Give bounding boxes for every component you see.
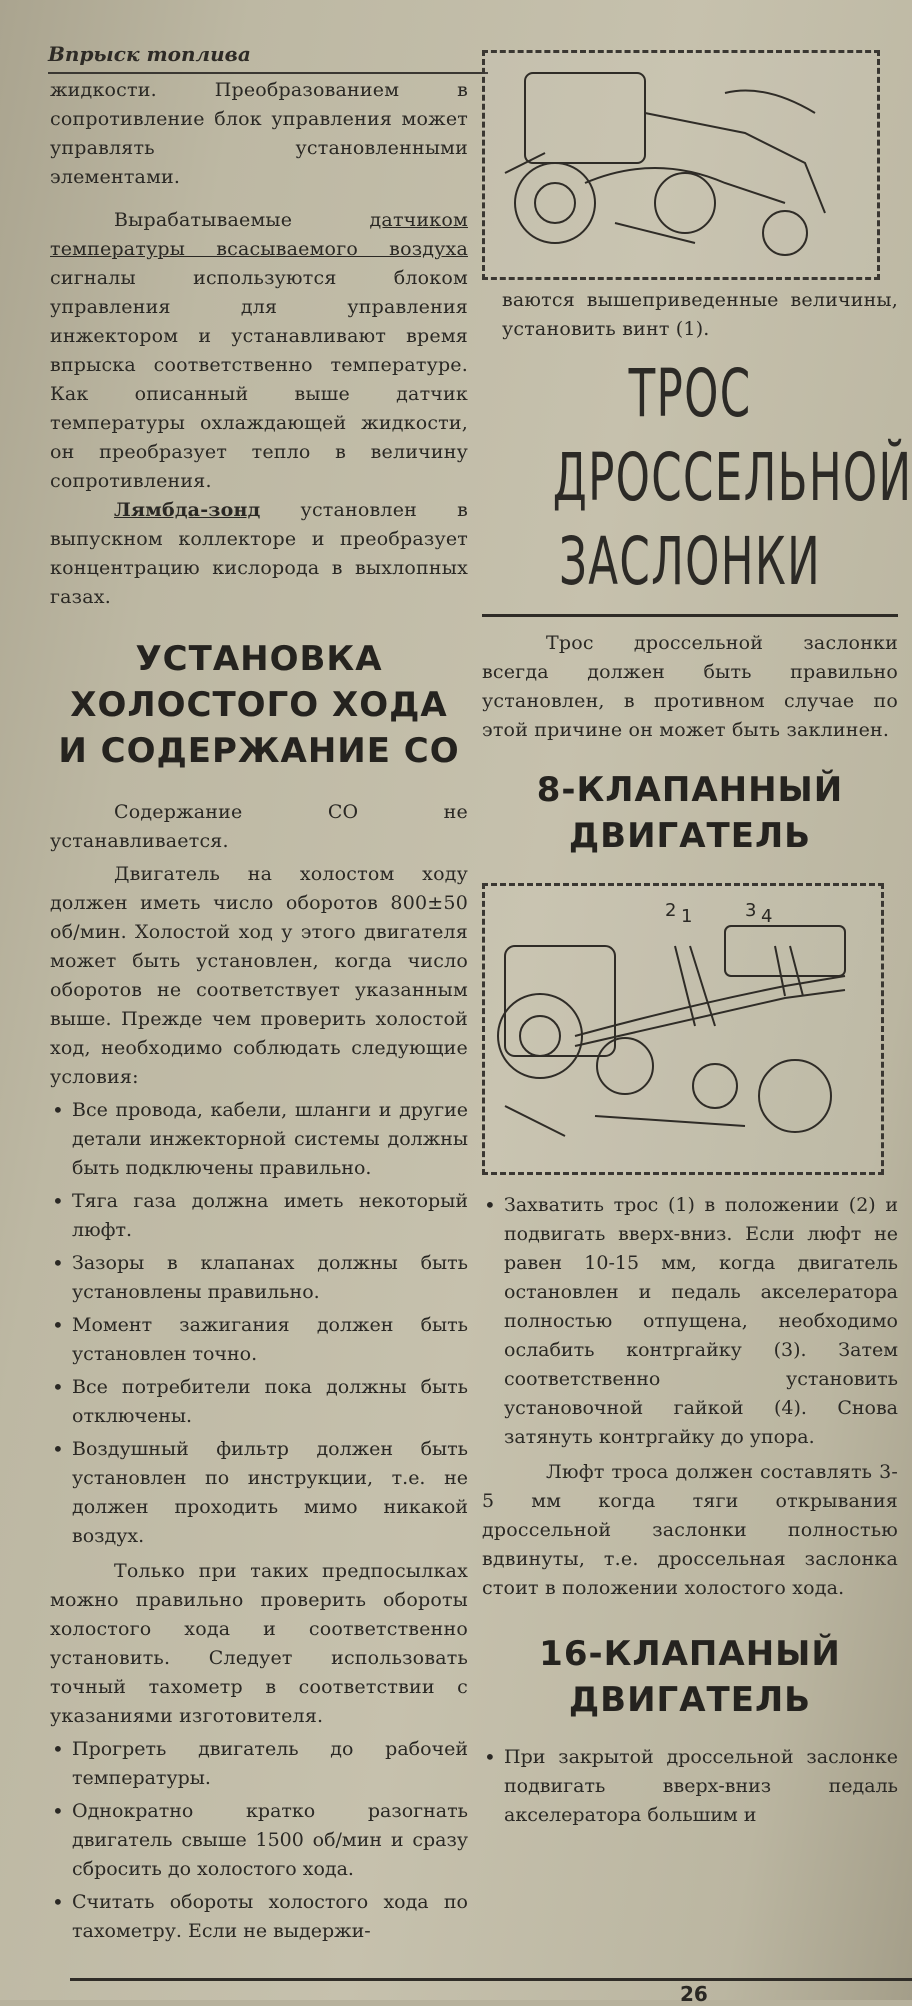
left-column xyxy=(50,76,468,1950)
engine-drawing-icon xyxy=(485,53,877,277)
text-run: установлен в выпускном коллекторе и преобразует концентрацию кислорода в выхлопных газах. xyxy=(50,499,468,608)
list-item: • Все потребители пока должны быть отключены. xyxy=(50,1373,468,1431)
list-item: • Тяга газа должна иметь некоторый люфт. xyxy=(50,1187,468,1245)
conditions-list xyxy=(50,1096,468,1551)
text-run: сигналы используются блоком управления для управления инжектором и устанавливают время впрыска соответственно температуре. Как описанный выше датчик температуры охлаждающей жидкости, он преобразует тепло в величину сопротивления. xyxy=(50,267,468,492)
list-item: • Считать обороты холостого хода по тахометру. Если не выдержи- xyxy=(50,1888,468,1946)
paragraph: Люфт троса должен составлять 3-5 мм когда тяги открывания дроссельной заслонки полностью вдвинуты, т.е. дроссельная заслонка стоит в положении холостого хода. xyxy=(482,1461,898,1599)
engine-figure-8valve xyxy=(482,883,884,1175)
paragraph: Только при таких предпосылках можно правильно проверить обороты холостого хода и соответственно установить. Следует использовать точный тахометр в соответствии с указаниями изготовителя. xyxy=(50,1560,468,1727)
paragraph: жидкости. Преобразованием в сопротивление блок управления может управлять установленными элементами. xyxy=(50,79,468,188)
paragraph: ваются вышеприведенные величины, установить винт (1). xyxy=(502,289,898,340)
section-heading: УСТАНОВКА ХОЛОСТОГО ХОДА И СОДЕРЖАНИЕ СО xyxy=(58,639,460,771)
list-item: • Захватить трос (1) в положении (2) и подвигать вверх-вниз. Если люфт не равен 10-15 мм, когда двигатель остановлен и педаль акселератора полностью отпущена, необходимо ослабить контргайку (3). Затем соответственно установить установочной гайкой (4). Снова затянуть контргайку до упора. xyxy=(482,1191,898,1452)
footer-rule xyxy=(70,1978,912,1981)
big-heading-line: ТРОС xyxy=(628,355,752,432)
page-number: 26 xyxy=(680,1982,708,2006)
text-run: Вырабатываемые xyxy=(114,209,370,231)
steps-list xyxy=(50,1735,468,1946)
section-heading-16valve: 16-КЛАПАНЫЙ ДВИГАТЕЛЬ xyxy=(539,1634,841,1720)
paragraph xyxy=(50,206,468,496)
list-item: • Зазоры в клапанах должны быть установлены правильно. xyxy=(50,1249,468,1307)
underlined-term: датчиком температуры всасываемого воздуха xyxy=(50,209,468,260)
list-item: • Все провода, кабели, шланги и другие детали инжекторной системы должны быть подключены правильно. xyxy=(50,1096,468,1183)
callout-label: 2 xyxy=(665,900,677,921)
header-title: Впрыск топлива xyxy=(48,42,251,66)
list-item: • Воздушный фильтр должен быть установлен по инструкции, т.е. не должен проходить мимо никакой воздух. xyxy=(50,1435,468,1551)
section-heading-8valve: 8-КЛАПАННЫЙ ДВИГАТЕЛЬ xyxy=(536,770,844,856)
paragraph: Трос дроссельной заслонки всегда должен быть правильно установлен, в противном случае по этой причине он может быть заклинен. xyxy=(482,632,898,741)
list-item: • Прогреть двигатель до рабочей температуры. xyxy=(50,1735,468,1793)
callout-label: 3 xyxy=(745,900,757,921)
running-header xyxy=(48,38,488,74)
list-item: • Момент зажигания должен быть установлен точно. xyxy=(50,1311,468,1369)
lambda-term: Лямбда-зонд xyxy=(114,499,261,521)
throttle-cable-drawing-icon xyxy=(485,886,881,1172)
paragraph xyxy=(50,496,468,612)
big-heading xyxy=(482,352,912,617)
big-heading-line: ЗАСЛОНКИ xyxy=(558,523,821,600)
paragraph: Содержание СО не устанавливается. xyxy=(50,801,468,852)
paragraph: Двигатель на холостом ходу должен иметь число оборотов 800±50 об/мин. Холостой ход у этого двигателя может быть установлен, когда число оборотов не соответствует указанным выше. Прежде чем проверить холостой ход, необходимо соблюдать следующие условия: xyxy=(50,863,468,1088)
procedure-list-16valve xyxy=(482,1743,898,1830)
right-column xyxy=(482,50,912,1834)
callout-label: 4 xyxy=(761,906,773,927)
list-item: • При закрытой дроссельной заслонке подвигать вверх-вниз педаль акселератора большим и xyxy=(482,1743,898,1830)
procedure-list-8valve xyxy=(482,1191,898,1452)
list-item: • Однократно кратко разогнать двигатель свыше 1500 об/мин и сразу сбросить до холостого хода. xyxy=(50,1797,468,1884)
callout-label: 1 xyxy=(681,906,693,927)
big-heading-line: ДРОССЕЛЬНОЙ xyxy=(552,439,912,516)
engine-figure-top xyxy=(482,50,880,280)
